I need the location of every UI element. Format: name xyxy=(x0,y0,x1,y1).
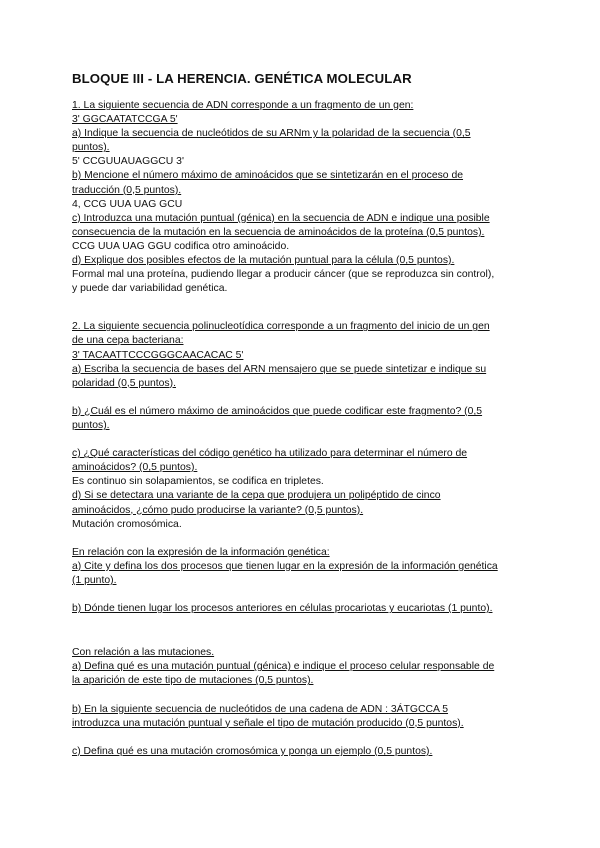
q2-sequence: 3' TACAATTCCCGGGCAACACAC 5' xyxy=(72,349,244,361)
q1-a-answer: 5' CCGUUAUAGGCU 3' xyxy=(72,156,184,168)
q3-b-question: b) Dónde tienen lugar los procesos anteriores en células procariotas y eucariotas (1 punto). xyxy=(72,603,493,615)
q2-intro-cont: de una cepa bacteriana: xyxy=(72,335,184,347)
q2-b-question: b) ¿Cuál es el número máximo de aminoácidos que puede codificar este fragmento? (0,5 xyxy=(72,405,483,417)
q1-c-answer: CCG UUA UAG GGU codifica otro aminoácido. xyxy=(72,240,290,252)
question-1 xyxy=(72,99,530,296)
q1-c-question-cont: consecuencia de la mutación en la secuencia de aminoácidos de la proteína (0,5 puntos). xyxy=(72,226,485,238)
page-title: BLOQUE III - LA HERENCIA. GENÉTICA MOLECULAR xyxy=(72,71,412,86)
q3-intro: En relación con la expresión de la información genética: xyxy=(72,546,330,558)
q1-a-question: a) Indique la secuencia de nucleótidos de su ARNm y la polaridad de la secuencia (0,5 xyxy=(72,128,471,140)
q2-c-question: c) ¿Qué características del código genético ha utilizado para determinar el número de xyxy=(72,448,468,460)
q2-d-question-cont: aminoácidos, ¿cómo pudo producirse la variante? (0,5 puntos). xyxy=(72,504,364,516)
q2-intro: 2. La siguiente secuencia polinucleotídica corresponde a un fragmento del inicio de un gen xyxy=(72,321,490,333)
q2-a-question: a) Escriba la secuencia de bases del ARN mensajero que se puede sintetizar e indique su xyxy=(72,363,487,375)
question-2 xyxy=(72,320,530,531)
q1-sequence: 3' GGCAATATCCGA 5' xyxy=(72,114,178,126)
q1-b-question-cont: traducción (0,5 puntos). xyxy=(72,184,182,196)
q2-c-question-cont: aminoácidos? (0,5 puntos). xyxy=(72,462,198,474)
q1-d-answer-cont: y puede dar variabilidad genética. xyxy=(72,283,228,295)
q2-a-question-cont: polaridad (0,5 puntos). xyxy=(72,377,176,389)
q4-b-question-cont: introduzca una mutación puntual y señale el tipo de mutación producido (0,5 puntos). xyxy=(72,717,464,729)
q2-b-question-cont: puntos). xyxy=(72,419,110,431)
q3-a-question: a) Cite y defina los dos procesos que tienen lugar en la expresión de la información genética xyxy=(72,560,498,572)
q1-d-answer: Formal mal una proteína, pudiendo llegar a producir cáncer (que se reproduzca sin control), xyxy=(72,269,495,281)
q3-a-question-cont: (1 punto). xyxy=(72,575,117,586)
q1-d-question: d) Explique dos posibles efectos de la mutación puntual para la célula (0,5 puntos). xyxy=(72,255,455,267)
q2-d-question: d) Si se detectara una variante de la cepa que produjera un polipéptido de cinco xyxy=(72,490,441,502)
q1-intro: 1. La siguiente secuencia de ADN corresponde a un fragmento de un gen: xyxy=(72,100,414,111)
q2-c-answer: Es continuo sin solapamientos, se codifica en tripletes. xyxy=(72,476,324,488)
q1-b-answer: 4, CCG UUA UAG GCU xyxy=(72,198,183,210)
q2-d-answer: Mutación cromosómica. xyxy=(72,518,182,530)
q4-a-question: a) Defina qué es una mutación puntual (génica) e indique el proceso celular responsable de xyxy=(72,661,495,673)
q4-intro: Con relación a las mutaciones. xyxy=(72,647,215,659)
q1-b-question: b) Mencione el número máximo de aminoácidos que se sintetizarán en el proceso de xyxy=(72,170,464,182)
q1-c-question: c) Introduzca una mutación puntual (génica) en la secuencia de ADN e indique una posible xyxy=(72,212,490,224)
q1-a-question-cont: puntos). xyxy=(72,142,110,154)
q4-c-question: c) Defina qué es una mutación cromosómica y ponga un ejemplo (0,5 puntos). xyxy=(72,745,433,757)
q4-a-question-cont: la aparición de este tipo de mutaciones (0,5 puntos). xyxy=(72,675,314,687)
question-3 xyxy=(72,546,530,616)
q4-b-question: b) En la siguiente secuencia de nucleótidos de una cadena de ADN : 3ÁTGCCA 5 xyxy=(72,703,449,715)
question-4 xyxy=(72,646,530,759)
